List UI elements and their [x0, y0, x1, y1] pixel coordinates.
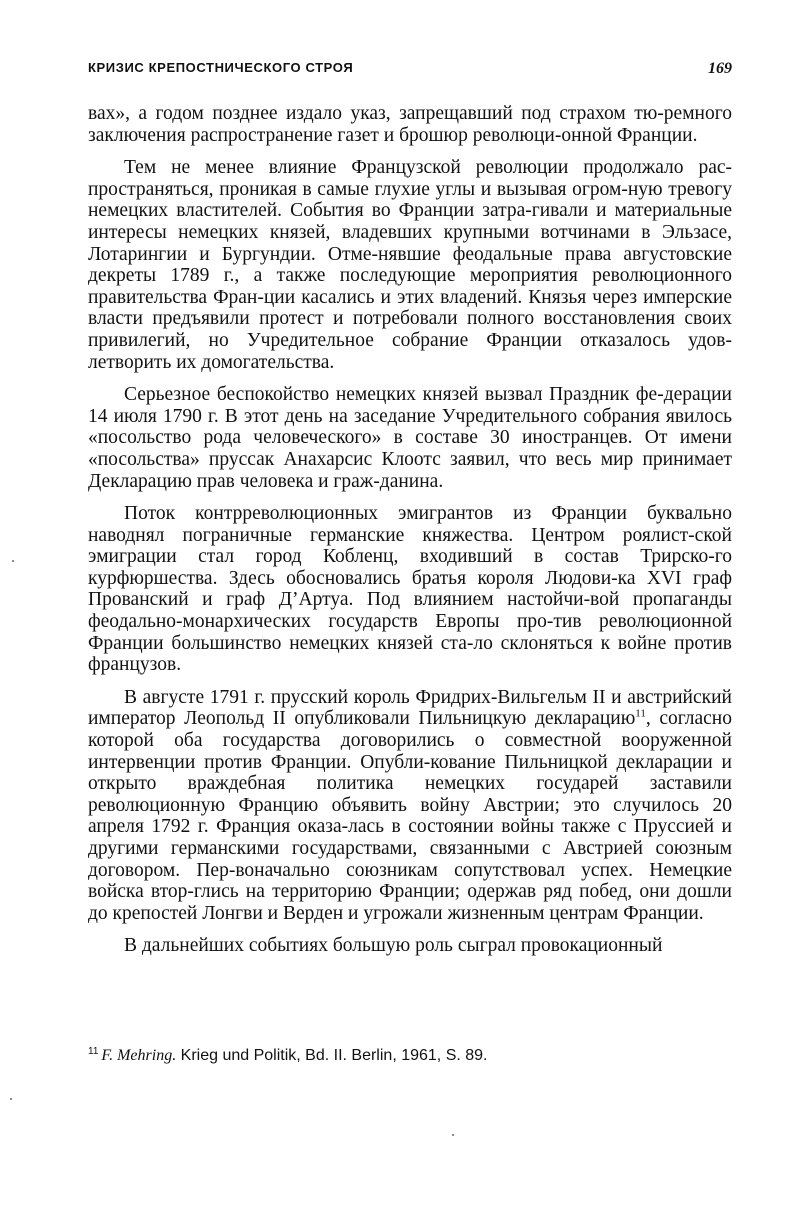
paragraph-6: В дальнейших событиях большую роль сыграл провокационный	[124, 935, 663, 957]
paragraph-1: вах», а годом позднее издало указ, запрещавший под страхом тю-ремного заключения распространение газет и брошюр революци-онной Франции.	[88, 103, 732, 146]
paragraph-5	[88, 687, 732, 925]
page-number: 169	[708, 60, 732, 77]
footnote	[88, 1046, 732, 1066]
footnote-mark: 11	[88, 1045, 99, 1057]
footnote-author: F. Mehring.	[101, 1047, 177, 1064]
scan-speck	[452, 1134, 454, 1136]
paragraph-2: Тем не менее влияние Французской революции продолжало рас-пространяться, проникая в самые глухие углы и вызывая огром-ную тревогу немецких властителей. События во Франции затра-гивали и материальные интересы немецких князей, владевших крупными вотчинами в Эльзасе, Лотарингии и Бургундии. Отме-нявшие феодальные права августовские декреты 1789 г., а также последующие мероприятия революционного правительства Фран-ции касались и этих владений. Князья через имперские власти предъявили протест и потребовали полного восстановления своих привилегий, но Учредительное собрание Франции отказалось удов-летворить их домогательства.	[88, 157, 732, 373]
page-header	[88, 60, 732, 84]
paragraph-5-text-b: , согласно которой оба государства договорились о совместной вооруженной интервенции против Франции. Опубли-кование Пильницкой декларации и открыто враждебная политика немецких государей заставили революционную Францию объявить войну Австрии; это случилось 20 апреля 1792 г. Франция оказа-лась в состоянии войны также с Пруссией и другими германскими государствами, связанными с Австрией союзным договором. Пер-воначально союзникам сопутствовал успех. Немецкие войска втор-глись на территорию Франции; одержав ряд побед, они дошли до крепостей Лонгви и Верден и угрожали жизненным центрам Франции.	[88, 708, 732, 924]
paragraph-4: Поток контрреволюционных эмигрантов из Франции буквально наводнял пограничные германские княжества. Центром роялист-ской эмиграции стал город Кобленц, входивший в состав Трирско-го курфюршества. Здесь обосновались братья короля Людови-ка XVI граф Прованский и граф Д’Артуа. Под влиянием настойчи-вой пропаганды феодально-монархических государств Европы про-тив революционной Франции большинство немецких князей ста-ло склоняться к войне против французов.	[88, 503, 732, 676]
running-title: КРИЗИС КРЕПОСТНИЧЕСКОГО СТРОЯ	[88, 60, 354, 75]
paragraph-5-text-a: В августе 1791 г. прусский король Фридрих-Вильгельм II и австрийский император Леопольд II опубликовали Пильницкую декларацию	[88, 686, 732, 730]
paragraph-3: Серьезное беспокойство немецких князей вызвал Праздник фе-дерации 14 июля 1790 г. В этот день на заседание Учредительного собрания явилось «посольство рода человеческого» в составе 30 иностранцев. От имени «посольства» пруссак Анахарсис Клоотс заявил, что весь мир принимает Декларацию прав человека и граж-данина.	[88, 384, 732, 492]
main-text	[88, 103, 732, 968]
scan-speck	[12, 560, 14, 562]
book-page	[88, 0, 732, 1228]
footnote-reference: 11	[635, 707, 646, 720]
footnote-text: Krieg und Politik, Bd. II. Berlin, 1961, S. 89.	[180, 1047, 488, 1064]
scan-speck	[10, 1098, 12, 1100]
